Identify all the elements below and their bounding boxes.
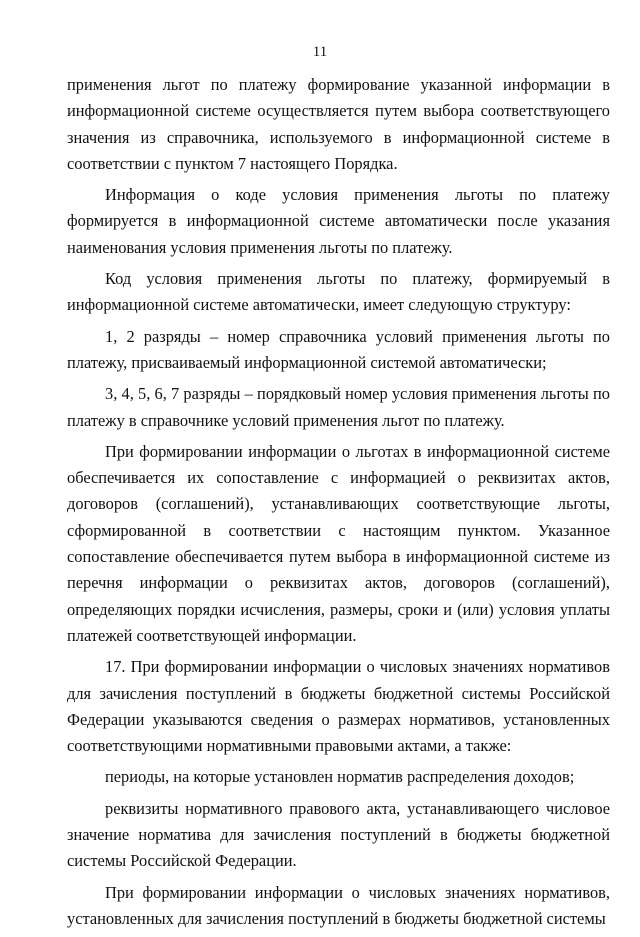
- paragraph: 17. При формировании информации о числовых значениях нормативов для зачисления поступлений в бюджеты бюджетной системы Российской Федерации указываются сведения о размерах нормативов, установленных соответствующими нормативными правовыми актами, а также:: [67, 657, 610, 756]
- paragraph: Код условия применения льготы по платежу, формируемый в информационной системе автоматически, имеет следующую структуру:: [67, 269, 610, 315]
- paragraph: применения льгот по платежу формирование указанной информации в информационной системе осуществляется путем выбора соответствующего значения из справочника, используемого в информационной системе в соответствии с пунктом 7 настоящего Порядка.: [67, 75, 610, 173]
- paragraph: При формировании информации о числовых значениях нормативов, установленных для зачисления поступлений в бюджеты бюджетной системы: [67, 882, 610, 928]
- document-body: [67, 72, 610, 937]
- paragraph: При формировании информации о льготах в информационной системе обеспечивается их сопоставление с информацией о реквизитах актов, договоров (соглашений), устанавливающих соответствующие льготы, сформированной в соответствии с настоящим пунктом. Указанное сопоставление обеспечивается путем выбора в информационной системе из перечня информации о реквизитах актов, договоров (соглашений), определяющих порядки исчисления, размеры, сроки и (или) условия уплаты платежей соответствующей информации.: [67, 441, 610, 645]
- page-number: 11: [312, 44, 328, 60]
- paragraph: реквизиты нормативного правового акта, устанавливающего числовое значение норматива для зачисления поступлений в бюджеты бюджетной системы Российской Федерации.: [67, 798, 610, 871]
- paragraph: 1, 2 разряды – номер справочника условий применения льготы по платежу, присваиваемый информационной системой автоматически;: [67, 326, 610, 372]
- paragraph: периоды, на которые установлен норматив распределения доходов;: [105, 767, 575, 787]
- paragraph: Информация о коде условия применения льготы по платежу формируется в информационной системе автоматически после указания наименования условия применения льготы по платежу.: [67, 185, 610, 257]
- paragraph: 3, 4, 5, 6, 7 разряды – порядковый номер условия применения льготы по платежу в справочнике условий применения льгот по платежу.: [67, 384, 610, 430]
